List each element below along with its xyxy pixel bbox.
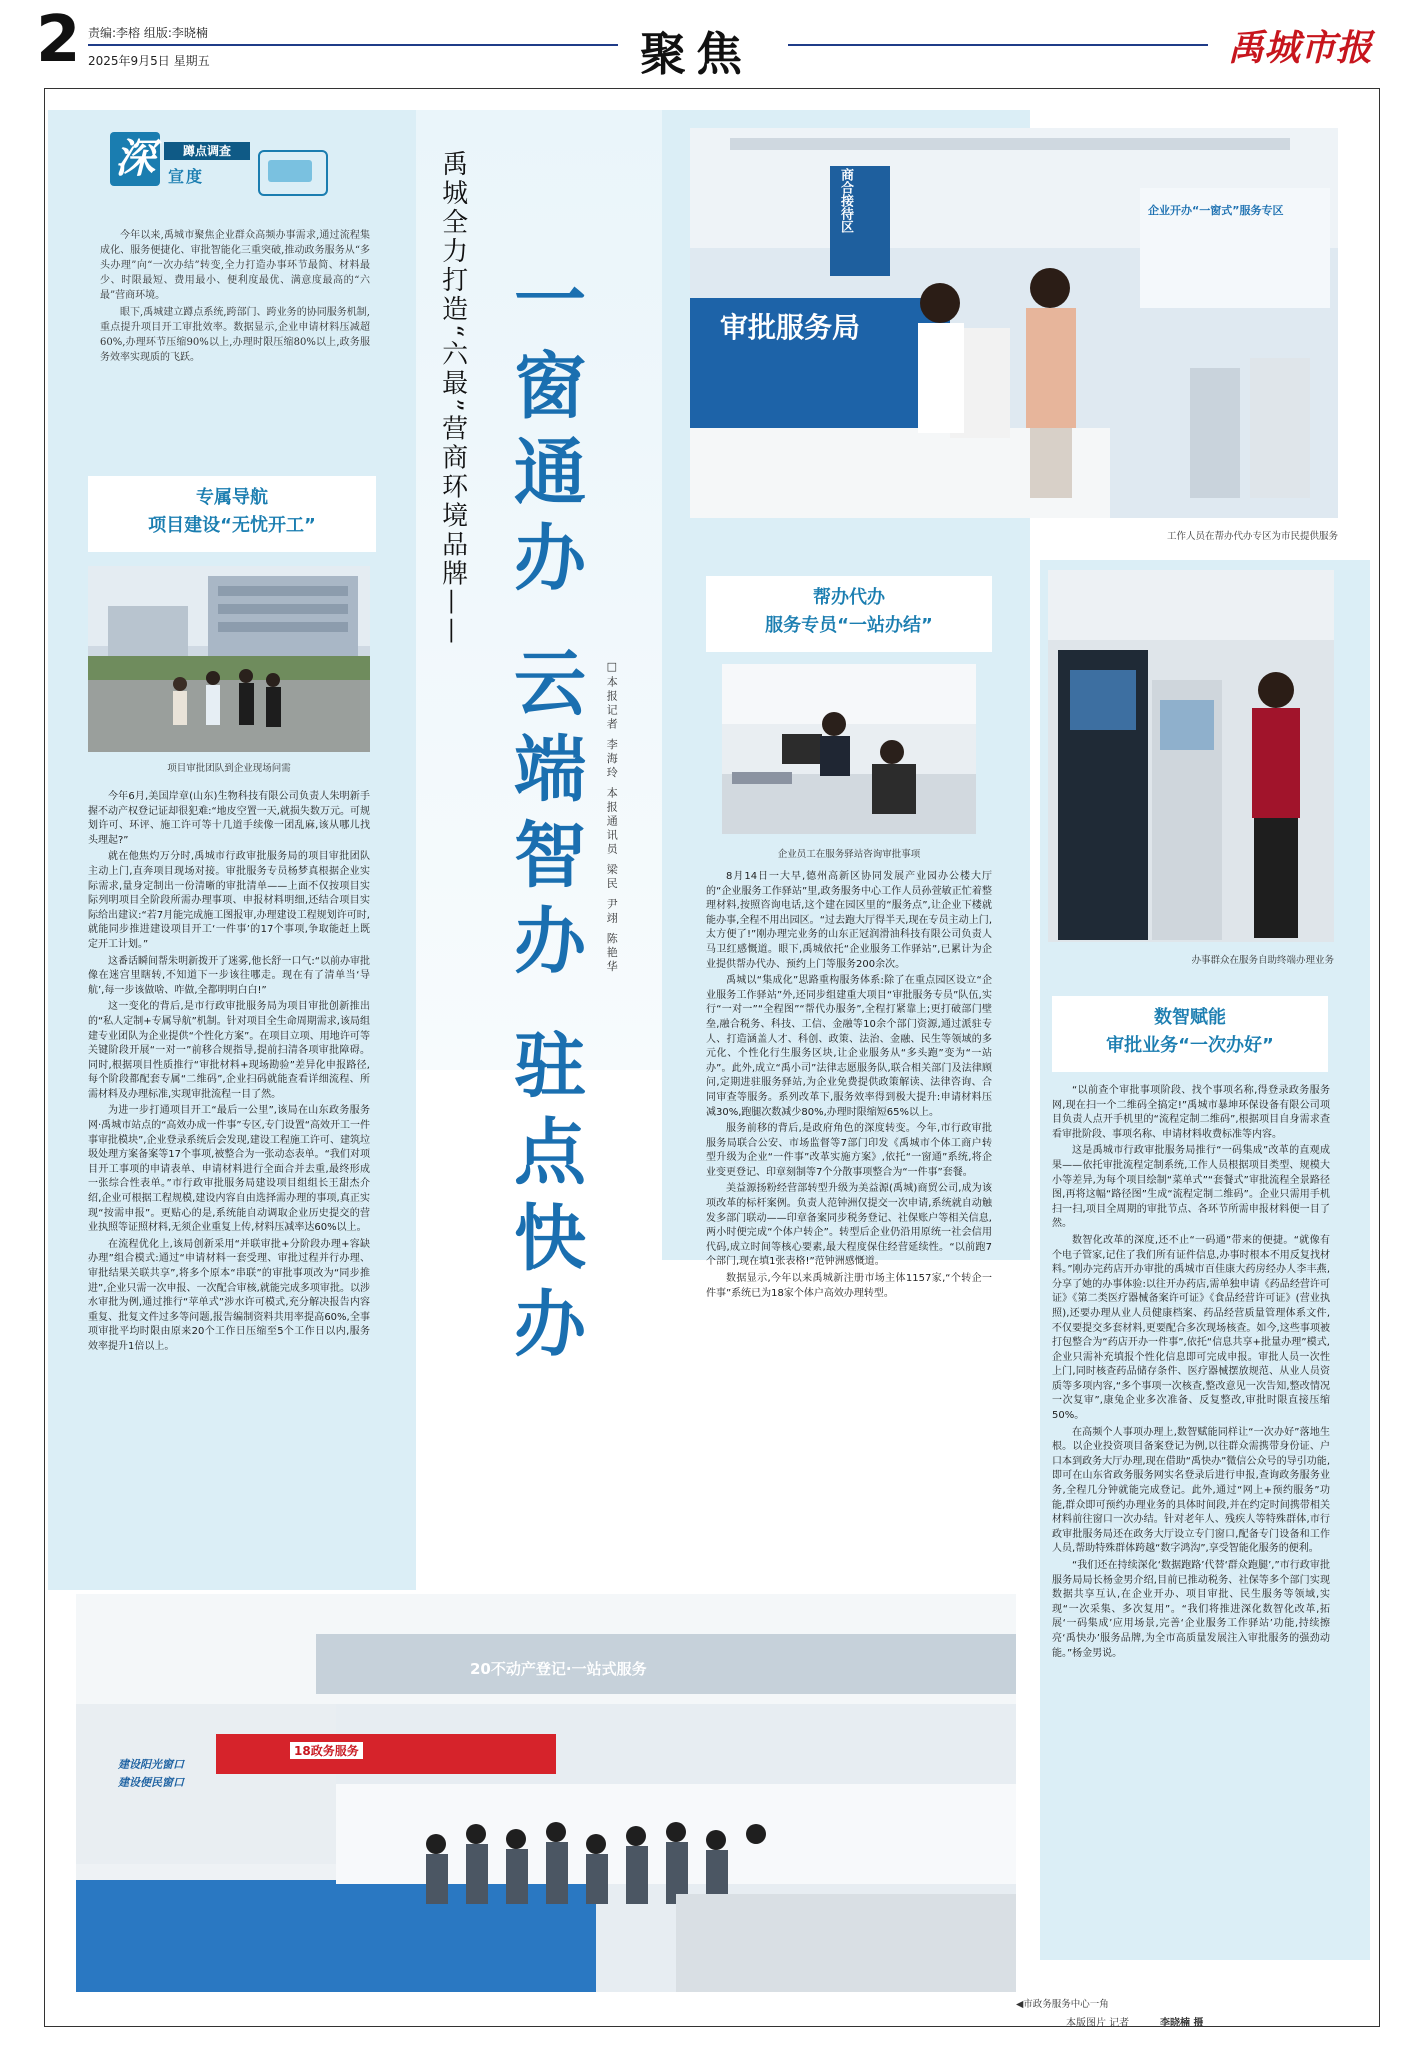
kiosk-photo (1048, 570, 1334, 942)
section3-title-a: 数智赋能 (1154, 1007, 1226, 1028)
body-paragraph: 数智化改革的深度,还不止“一码通”带来的便捷。“就像有个电子管家,记住了我们所有证件信息,办事时根本不用反复找材料。”刚办完药店开办审批的禹城市百佳康大药房经办人李丰燕,分享了她的办事体验:以往开办药店,需单独申请《药品经营许可证》《第二类医疗器械备案许可证》《食品经营许可证》(营业执照),还要办理从业人员健康档案、药品经营质量管理体系文件,不仅要提交多套材料,更要配合多次现场核查。如今,这些事项被打包整合为“药店开办一件事”,依托“信息共享+批量办理”模式,企业只需补充填报个性化信息即可完成申报。审批人员一次性上门,同时核查药品储存条件、医疗器械摆放规范、从业人员资质等多项内容,“多个事项一次核查,整改意见一次告知,整改情况一次复审”,康兔企业多次准备、反复整改,审批时限直接压缩50%。 (1052, 1234, 1330, 1422)
top-photo-caption: 工作人员在帮办代办专区为市民提供服务 (1166, 531, 1338, 542)
section1-title-b: 项目建设“无忧开工” (148, 515, 316, 536)
section1-body (88, 790, 370, 1357)
body-paragraph: 数据显示,今年以来禹城新注册市场主体1157家,“个转企一件事”系统已为18家个体户高效办理转型。 (706, 1273, 992, 1299)
masthead-rule-right (788, 44, 1208, 46)
headline-subtitle: 禹城全力打造“六最”营商环境品牌—— (437, 150, 468, 647)
date-line: 2025年9月5日 星期五 (88, 54, 210, 68)
bottom-photo-caption: ◀市政务服务中心一角 (1016, 1999, 1109, 2010)
intro-paragraph: 今年以来,禹城市聚焦企业群众高频办事需求,通过流程集成化、服务便捷化、审批智能化三重突破,推动政务服务从“多头办理”向“一次办结”转变,全力打造办事环节最简、材料最少、时限最短、费用最小、便利度最优、满意度最高的“六最”营商环境。 (100, 230, 370, 301)
section2-title-b: 服务专员“一站办结” (765, 615, 933, 636)
logo-word: 宣度 (168, 167, 205, 186)
intro-text (100, 228, 370, 367)
section2-title-a: 帮办代办 (813, 587, 885, 608)
paper-name-logo: 禹城市报 (1228, 27, 1373, 69)
bottom-photo-wall-1: 建设阳光窗口 (118, 1758, 184, 1771)
bottom-photo-sign-2: 18政务服务 (290, 1742, 363, 1759)
body-paragraph: 就在他焦灼万分时,禹城市行政审批服务局的项目审批团队主动上门,直奔项目现场对接。审批服务专员杨梦真根据企业实际需求,量身定制出一份清晰的审批清单——上面不仅按项目实际列明项目全阶段所需办理事项、申报材料明细,还结合项目实际给出建议:“若7月能完成施工图报审,办理建设工程规划许可时,就能同步推进建设项目开工‘一件事’的17个事项,争取能赶上既定开工计划。” (88, 851, 370, 950)
body-paragraph: 为进一步打通项目开工“最后一公里”,该局在山东政务服务网·禹城市站点的“高效办成一件事”专区,专门设置“高效开工一件事审批模块”,企业登录系统后会发现,建设工程施工许可、建筑垃圾处理方案备案等17个事项,被整合为一张动态表单。“我们对项目开工事项的申请表单、申请材料进行全面合并去重,最终形成一张综合性表单。”市行政审批服务局建设项目组组长王甜杰介绍,企业可根据工程规模,建设内容自由选择需办理的事项,真正实现“按需申报”。更贴心的是,系统能自动调取企业历史提交的营业执照等证照材料,无须企业重复上传,材料压减率达60%以上。 (88, 1105, 370, 1234)
photo-credit-name: 李晓楠 摄 (1160, 2018, 1204, 2029)
body-paragraph: 在流程优化上,该局创新采用“并联审批+分阶段办理+容缺办理”组合模式:通过“申请材料一套受理、审批过程并行办理、审批结果关联共享”,将多个原本“串联”的审批事项改为“同步推进”,企业只需一次申报、一次配合审核,就能完成多项审批。以涉水审批为例,通过推行“苹单式”涉水许可模式,充分解决报告内容重复、批复文件过多等问题,报告编制资料共用率提高60%,全事项审批平均时限由原来20个工作日压缩至5个工作日以内,服务效率提升1倍以上。 (88, 1238, 370, 1352)
deep-logo-mark: 深 (110, 132, 160, 186)
logo-illustration-inner (268, 160, 312, 182)
page-number: 2 (36, 3, 81, 77)
section2-photo-caption: 企业员工在服务驿站咨询审批事项 (777, 849, 921, 860)
top-photo-sign-2: 商合接待区 (838, 168, 853, 233)
bottom-photo-wall-2: 建设便民窗口 (118, 1776, 184, 1789)
body-paragraph: 这是禹城市行政审批服务局推行“一码集成”改革的直观成果——依托审批流程定制系统,工作人员根据项目类型、规模大小等差异,为每个项目绘制“菜单式”“套餐式”审批流程全景路径图,再将这幅“路径图”生成“流程定制二维码”。企业只需用手机扫一扫,项目全周期的审批节点、各环节所需申报材料便一目了然。 (1052, 1145, 1330, 1230)
section3-title-box (1052, 996, 1328, 1072)
editor-line: 责编:李榕 组版:李晓楠 (88, 26, 208, 40)
body-paragraph: 美益源扬粉经营部转型升级为美益源(禹城)商贸公司,成为该项改革的标杆案例。负责人范钟洲仅提交一次申请,系统就自动触发多部门联动——印章备案同步税务登记、社保账户等相关信息,两小时便完成“个体户转企”。转型后企业仍沿用原统一社会信用代码,成立时间等核心要素,最大程度保住经营延续性。“以前跑7个部门,现在填1张表格!”范钟洲感慨道。 (706, 1183, 992, 1268)
logo-tag: 蹲点调查 (164, 142, 250, 160)
section-title: 聚焦 (640, 27, 752, 81)
section1-title-box (88, 476, 376, 552)
body-paragraph: 8月14日一大早,德州高新区协同发展产业园办公楼大厅的“企业服务工作驿站”里,政务服务中心工作人员孙萱敏正忙着整理材料,按照咨询电话,这个建在园区里的“服务点”,让企业下楼就能办事,全程不用出园区。“过去跑大厅得半天,现在专员主动上门,太方便了!”刚办理完业务的山东正冠润滑油科技有限公司负责人马卫红感慨道。眼下,禹城依托“企业服务工作驿站”,已累计为企业提供帮办代办、预约上门等服务200余次。 (706, 871, 992, 970)
section2-body (706, 870, 992, 1303)
section1-photo-caption: 项目审批团队到企业现场问需 (167, 763, 291, 774)
section2-title-box (706, 576, 992, 652)
section3-title-b: 审批业务“一次办好” (1106, 1035, 1274, 1056)
top-photo-sign-1: 审批服务局 (720, 311, 861, 344)
body-paragraph: “以前查个审批事项阶段、找个事项名称,得登录政务服务网,现在扫一个二维码全搞定!”禹城市暴坤环保设备有限公司项目负责人点开手机里的“流程定制二维码”,根据项目自身需求查看审批阶段、事项名称、申请材料收费标准等内容。 (1052, 1085, 1330, 1140)
section2-photo (722, 664, 976, 834)
section1-photo (88, 566, 370, 752)
masthead-rule-left (88, 44, 618, 46)
headline-main: 一窗通办 云端智办 驻点快办 (502, 262, 586, 1373)
byline: □本报记者 李海玲 本报通讯员 梁民 尹翊 陈艳华 (605, 660, 619, 975)
body-paragraph: 在高频个人事项办理上,数智赋能同样让“一次办好”落地生根。以企业投资项目备案登记为例,以往群众需携带身份证、户口本到政务大厅办理,现在借助“禹快办”微信公众号的导引功能,即可在山东省政务服务网实名登录后进行申报,查询政务服务业务,全程几分钟就能完成登记。此外,通过“网上+预约服务”功能,群众即可预约办理业务的具体时间段,并在约定时间携带相关材料前往窗口一次办结。针对老年人、残疾人等特殊群体,市行政审批服务局还在政务大厅设立专门窗口,配备专门设备和工作人员,帮助特殊群体跨越“数字鸿沟”,享受智能化服务的便利。 (1052, 1426, 1330, 1555)
body-paragraph: 服务前移的背后,是政府角色的深度转变。今年,市行政审批服务局联合公安、市场监督等7部门印发《禹城市个体工商户转型升级为企业“一件事”改革实施方案》,依托“一窗通”系统,将企业变更登记、印章刻制等7个分散事项整合为“一件事”套餐。 (706, 1123, 992, 1178)
body-paragraph: 今年6月,美国岸章(山东)生物科技有限公司负责人朱明新手握不动产权登记证却很犯难:“地皮空置一天,就损失数万元。可规划许可、环评、施工许可等十几道手续像一团乱麻,该从哪儿找头理起?” (88, 791, 370, 846)
bottom-photo-sign-1: 20不动产登记·一站式服务 (470, 1660, 647, 1678)
body-paragraph: 禹城以“集成化”思路重构服务体系:除了在重点园区设立“企业服务工作驿站”外,还同步组建重大项目“审批服务专员”队伍,实行“一对一”“全程图”“帮代办服务”,全程打紧靠上;更打破部门壁垒,融合税务、科技、工信、金融等10余个部门资源,通过派驻专人、打造涵盖人才、科创、政策、法治、金融、民生等领域的多元化、个性化行生服务区块,让企业服务从“多头跑”变为“一站办”。此外,成立“禹小司”法律志愿服务队,联合相关部门及法律顾问,定期进驻服务驿站,为企业免费提供政策解读、法律咨询、合同审查等服务。系列改革下,服务效率得到极大提升:申请材料压减30%,跑腿次数减少80%,办理时限缩短65%以上。 (706, 975, 992, 1118)
photo-credit: 本版图片 记者 (1066, 2018, 1130, 2029)
body-paragraph: 这一变化的背后,是市行政审批服务局为项目审批创新推出的“私人定制+专属导航”机制。针对项目全生命周期需求,该局组建专业团队为企业提供“个性化方案”。在项目立项、用地许可等关键阶段开展“一对一”前移合规指导,提前扫清各项审批障碍。同时,根据项目性质推行“审批材料+现场勘验”差异化申报路径,每个阶段都配套专属“二维码”,企业扫码就能查看详细流程、所需材料及办理标准,实现审批流程一目了然。 (88, 1001, 370, 1100)
top-photo-sign-3: 企业开办“一窗式”服务专区 (1148, 204, 1284, 217)
section1-title-a: 专属导航 (196, 487, 268, 508)
intro-paragraph: 眼下,禹城建立蹲点系统,跨部门、跨业务的协同服务机制,重点提升项目开工审批效率。数据显示,企业申请材料压减超60%,办理环节压缩90%以上,办理时限压缩80%以上,政务服务效率实现质的飞跃。 (100, 307, 370, 363)
kiosk-photo-caption: 办事群众在服务自助终端办理业务 (1191, 955, 1334, 966)
body-paragraph: “我们还在持续深化‘数据跑路’代替‘群众跑腿’,”市行政审批服务局局长杨金男介绍,目前已推动税务、社保等多个部门实现数据共享互认,在企业开办、项目审批、民生服务等领域,实现“一次采集、多次复用”。“我们将推进深化数智化改革,拓展‘一码集成’应用场景,完善‘企业服务工作驿站’功能,持续擦亮‘禹快办’服务品牌,为全市高质量发展注入审批服务的强劲动能。”杨金男说。 (1052, 1560, 1330, 1659)
section3-body (1052, 1084, 1330, 1663)
body-paragraph: 这番话瞬间帮朱明新拨开了迷雾,他长舒一口气:“以前办审批像在迷宫里瞎转,不知道下一步该往哪走。现在有了清单当‘导航’,每一步该做啥、咋做,全都明明白白!” (88, 955, 370, 996)
bottom-photo (76, 1594, 1016, 1992)
